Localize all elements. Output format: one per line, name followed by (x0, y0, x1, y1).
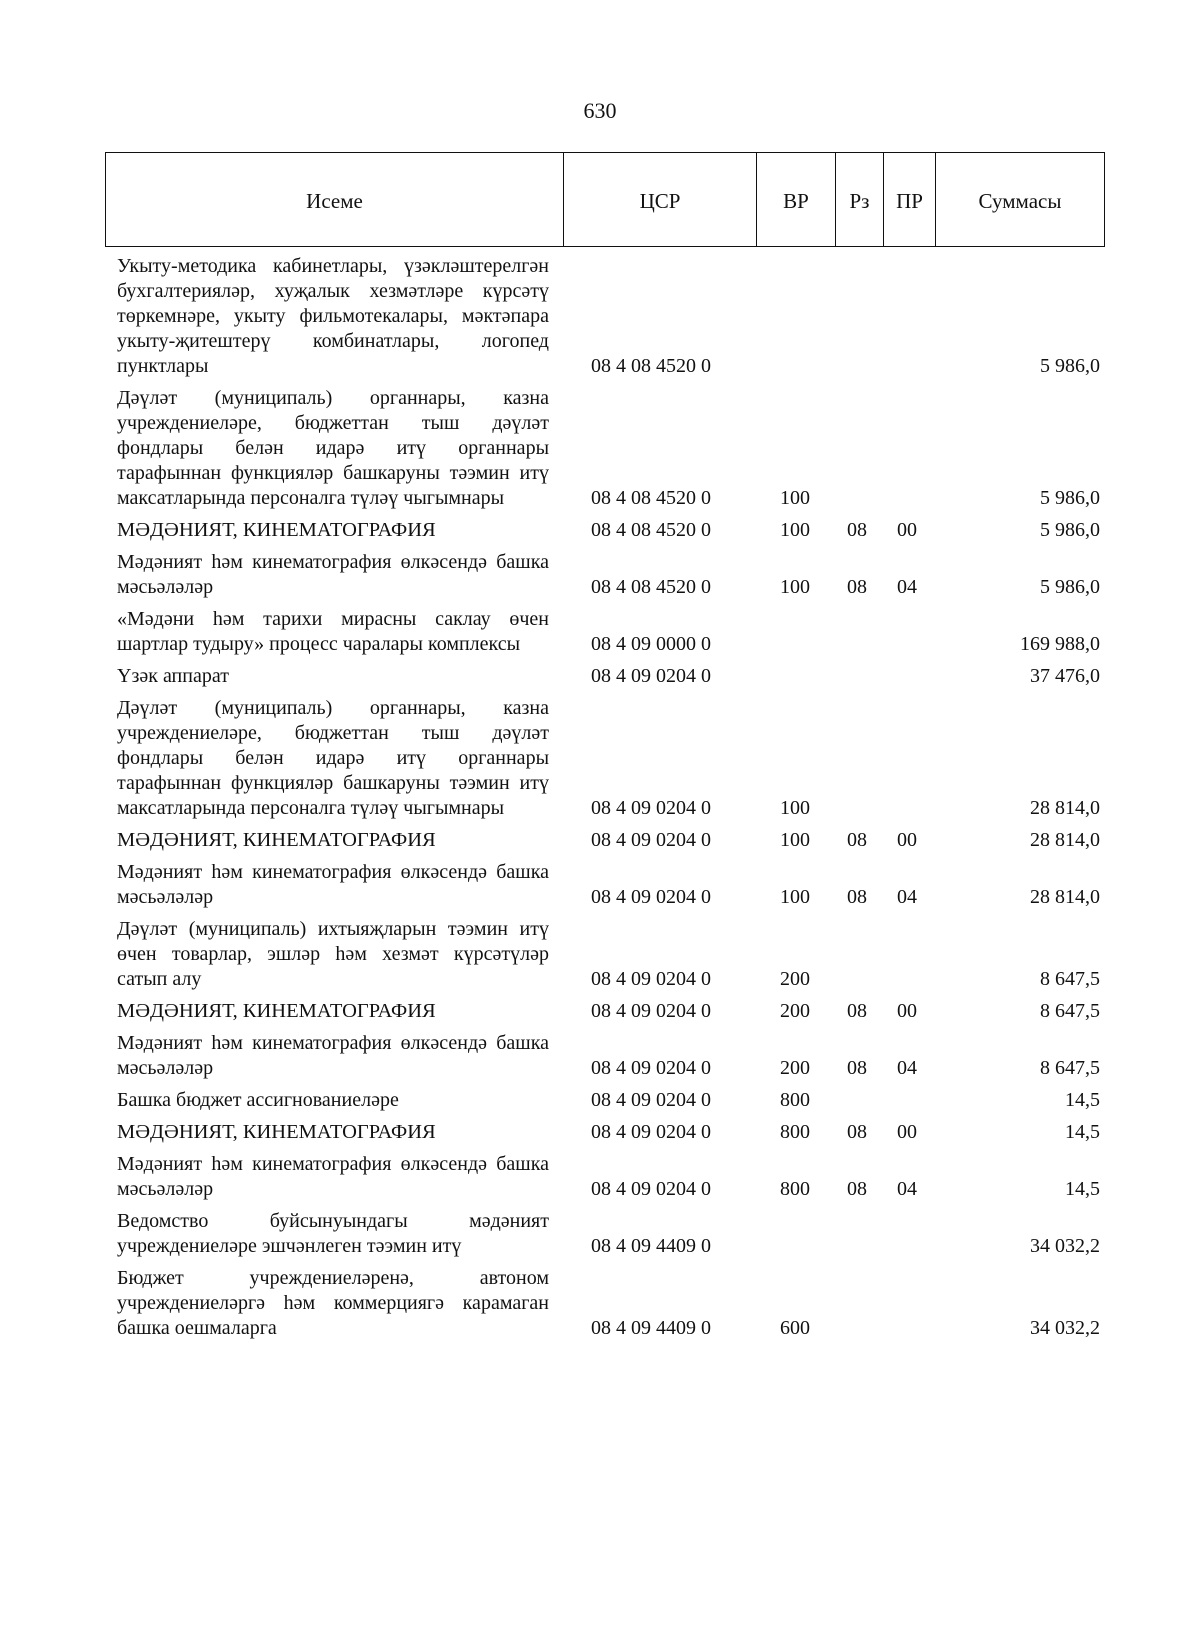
header-name: Исеме (106, 153, 564, 246)
row-csr: 08 4 08 4520 0 (591, 487, 711, 509)
page-number: 630 (583, 98, 617, 123)
row-rz: 08 (847, 1057, 867, 1079)
row-vr: 800 (780, 1178, 810, 1200)
table-row (0, 999, 1200, 1024)
row-name: «Мәдәни һәм тарихи мирасны саклау өчен шартлар тудыру» процесс чаралары комплексы (117, 608, 549, 655)
table-row (0, 1088, 1200, 1113)
row-csr: 08 4 08 4520 0 (591, 576, 711, 598)
row-csr: 08 4 09 4409 0 (591, 1317, 711, 1339)
row-name: Дәүләт (муниципаль) органнары, казна учреждениеләре, бюджеттан тыш дәүләт фондлары белән идарә итү органнары тарафыннан функцияләр башкаруны тәэмин итү максатларында персоналга түләү чыгымнары (117, 387, 549, 509)
row-name: Үзәк аппарат (117, 665, 229, 687)
row-csr: 08 4 09 0204 0 (591, 1000, 711, 1022)
row-sum: 5 986,0 (1040, 355, 1100, 377)
row-sum: 37 476,0 (1030, 665, 1100, 687)
row-csr: 08 4 09 0204 0 (591, 1178, 711, 1200)
table-row (0, 1120, 1200, 1145)
row-pr: 04 (897, 1057, 917, 1079)
row-name: Дәүләт (муниципаль) органнары, казна учреждениеләре, бюджеттан тыш дәүләт фондлары белән идарә итү органнары тарафыннан функцияләр башкаруны тәэмин итү максатларында персоналга түләү чыгымнары (117, 697, 549, 819)
row-csr: 08 4 09 0000 0 (591, 633, 711, 655)
row-name: Башка бюджет ассигнованиеләре (117, 1089, 399, 1111)
row-name: Дәүләт (муниципаль) ихтыяҗларын тәэмин итү өчен товарлар, эшләр һәм хезмәт күрсәтүләр сатып алу (117, 918, 549, 990)
row-pr: 00 (897, 829, 917, 851)
table-row (0, 1031, 1200, 1081)
table-body (0, 254, 1200, 1348)
row-vr: 100 (780, 829, 810, 851)
row-rz: 08 (847, 886, 867, 908)
row-sum: 5 986,0 (1040, 487, 1100, 509)
row-csr: 08 4 09 0204 0 (591, 797, 711, 819)
row-name: МӘДӘНИЯТ, КИНЕМАТОГРАФИЯ (117, 829, 436, 851)
row-sum: 14,5 (1065, 1178, 1100, 1200)
header-pr: ПР (884, 153, 936, 246)
row-vr: 800 (780, 1121, 810, 1143)
row-sum: 34 032,2 (1030, 1235, 1100, 1257)
table-row (0, 386, 1200, 511)
row-vr: 100 (780, 886, 810, 908)
row-name: МӘДӘНИЯТ, КИНЕМАТОГРАФИЯ (117, 1000, 436, 1022)
table-row (0, 828, 1200, 853)
row-sum: 8 647,5 (1040, 1057, 1100, 1079)
row-vr: 100 (780, 487, 810, 509)
row-sum: 28 814,0 (1030, 886, 1100, 908)
header-vr: ВР (757, 153, 836, 246)
row-name: Ведомство буйсынуындагы мәдәният учреждениеләре эшчәнлеген тәэмин итү (117, 1210, 549, 1257)
row-sum: 28 814,0 (1030, 797, 1100, 819)
row-name: Мәдәният һәм кинематография өлкәсендә башка мәсьәләләр (117, 861, 549, 908)
row-csr: 08 4 09 4409 0 (591, 1235, 711, 1257)
row-csr: 08 4 08 4520 0 (591, 519, 711, 541)
row-sum: 28 814,0 (1030, 829, 1100, 851)
table-row (0, 607, 1200, 657)
row-csr: 08 4 09 0204 0 (591, 1121, 711, 1143)
row-pr: 00 (897, 1121, 917, 1143)
row-sum: 5 986,0 (1040, 519, 1100, 541)
table-row (0, 696, 1200, 821)
row-pr: 00 (897, 1000, 917, 1022)
table-row (0, 550, 1200, 600)
table-row (0, 860, 1200, 910)
row-csr: 08 4 09 0204 0 (591, 886, 711, 908)
row-vr: 100 (780, 797, 810, 819)
table-row (0, 917, 1200, 992)
row-vr: 200 (780, 968, 810, 990)
row-name: Укыту-методика кабинетлары, үзәкләштерелгән бухгалтерияләр, хуҗалык хезмәтләре күрсәтү төркемнәре, укыту фильмотекалары, мәктәпара укыту-җитештерү комбинатлары, логопед пунктлары (117, 255, 549, 377)
row-name: Мәдәният һәм кинематография өлкәсендә башка мәсьәләләр (117, 1153, 549, 1200)
row-csr: 08 4 09 0204 0 (591, 1089, 711, 1111)
row-sum: 8 647,5 (1040, 968, 1100, 990)
table-row (0, 254, 1200, 379)
table-row (0, 518, 1200, 543)
table-row (0, 1266, 1200, 1341)
header-sum: Суммасы (978, 189, 1062, 213)
row-vr: 800 (780, 1089, 810, 1111)
table-row (0, 664, 1200, 689)
row-pr: 04 (897, 576, 917, 598)
row-rz: 08 (847, 1121, 867, 1143)
row-csr: 08 4 09 0204 0 (591, 968, 711, 990)
row-csr: 08 4 09 0204 0 (591, 665, 711, 687)
row-csr: 08 4 09 0204 0 (591, 1057, 711, 1079)
table-header (105, 152, 1105, 247)
row-pr: 04 (897, 886, 917, 908)
row-rz: 08 (847, 1178, 867, 1200)
row-rz: 08 (847, 519, 867, 541)
row-csr: 08 4 09 0204 0 (591, 829, 711, 851)
row-vr: 600 (780, 1317, 810, 1339)
row-name: Бюджет учреждениеләренә, автоном учреждениеләргә һәм коммерциягә карамаган башка оешмаларга (117, 1267, 549, 1339)
row-name: Мәдәният һәм кинематография өлкәсендә башка мәсьәләләр (117, 1032, 549, 1079)
row-pr: 00 (897, 519, 917, 541)
row-vr: 100 (780, 519, 810, 541)
row-rz: 08 (847, 576, 867, 598)
row-name: МӘДӘНИЯТ, КИНЕМАТОГРАФИЯ (117, 519, 436, 541)
header-rz: Рз (836, 153, 884, 246)
table-row (0, 1209, 1200, 1259)
row-name: Мәдәният һәм кинематография өлкәсендә башка мәсьәләләр (117, 551, 549, 598)
table-row (0, 1152, 1200, 1202)
row-csr: 08 4 08 4520 0 (591, 355, 711, 377)
header-csr: ЦСР (564, 153, 757, 246)
row-name: МӘДӘНИЯТ, КИНЕМАТОГРАФИЯ (117, 1121, 436, 1143)
row-sum: 169 988,0 (1020, 633, 1100, 655)
row-rz: 08 (847, 1000, 867, 1022)
row-sum: 8 647,5 (1040, 1000, 1100, 1022)
row-sum: 5 986,0 (1040, 576, 1100, 598)
row-sum: 14,5 (1065, 1121, 1100, 1143)
row-sum: 14,5 (1065, 1089, 1100, 1111)
row-pr: 04 (897, 1178, 917, 1200)
row-vr: 100 (780, 576, 810, 598)
row-vr: 200 (780, 1057, 810, 1079)
row-rz: 08 (847, 829, 867, 851)
row-sum: 34 032,2 (1030, 1317, 1100, 1339)
row-vr: 200 (780, 1000, 810, 1022)
